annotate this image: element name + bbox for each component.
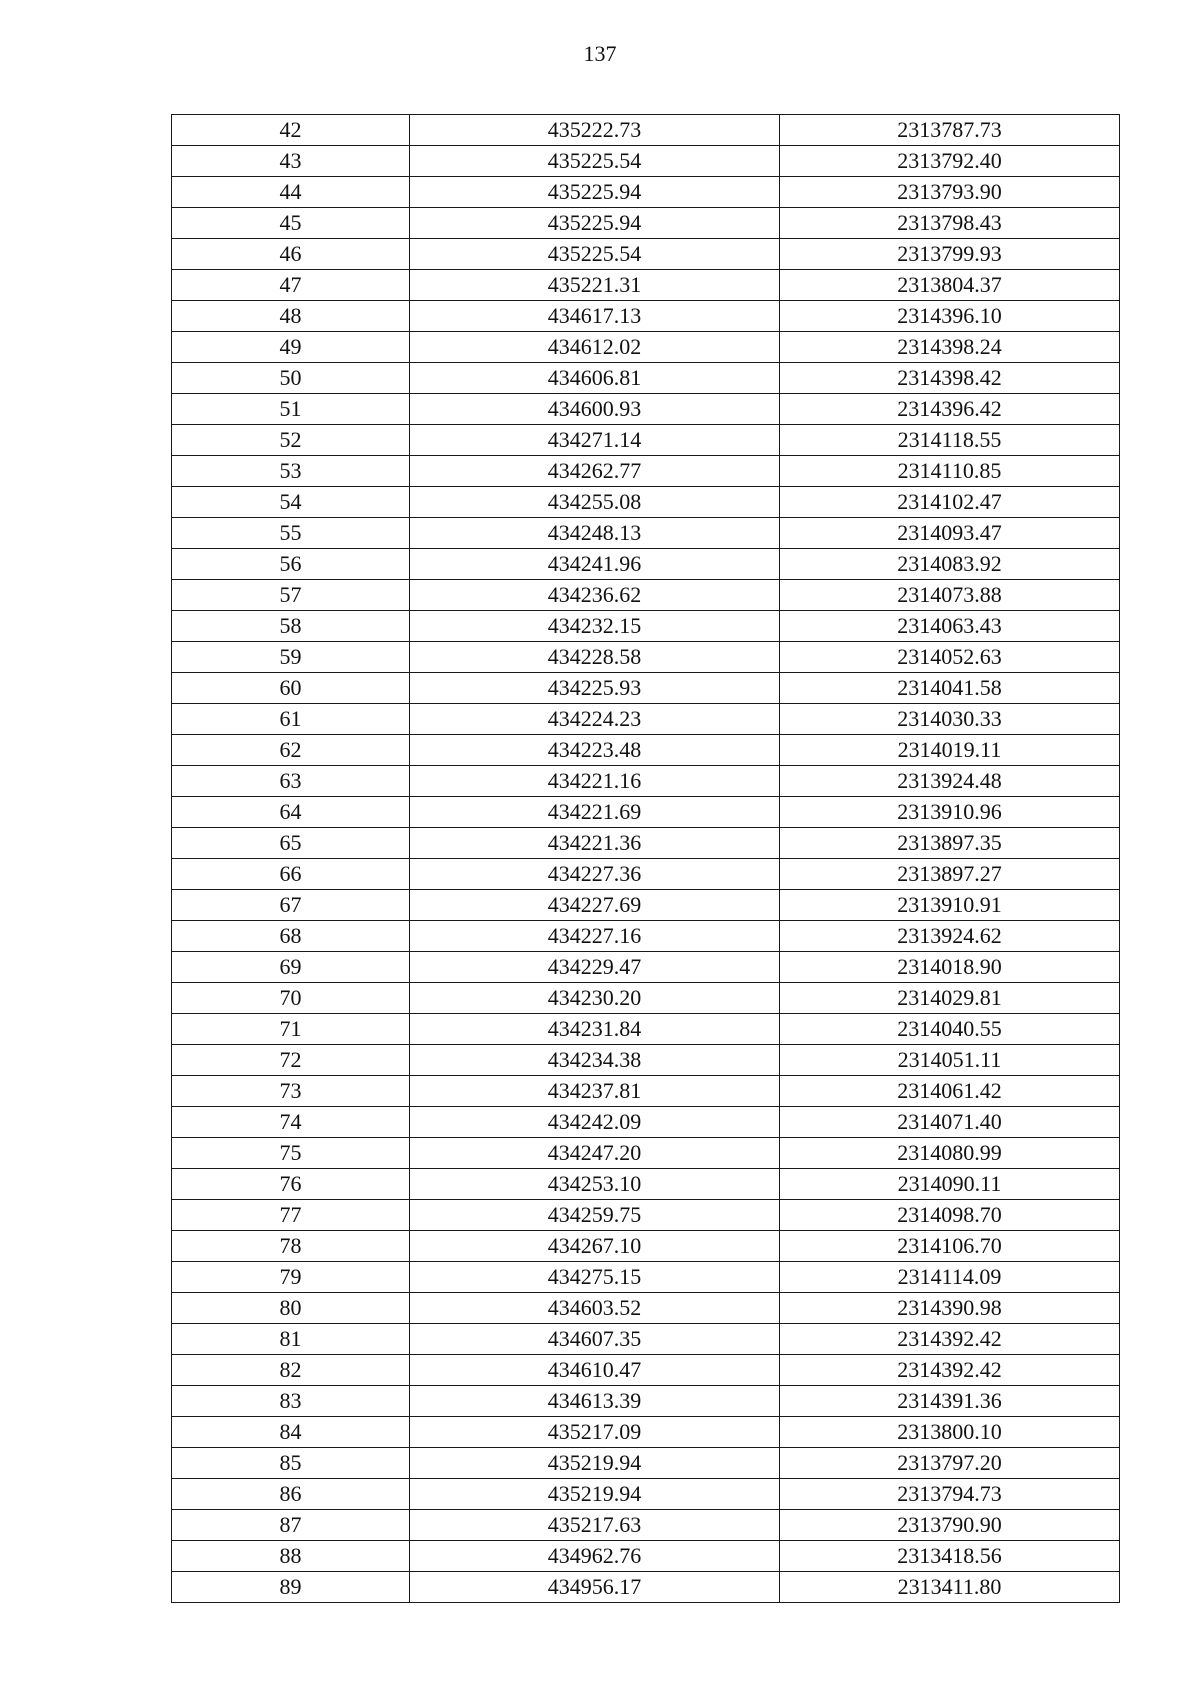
table-row bbox=[172, 146, 1120, 177]
point-number-cell: 75 bbox=[172, 1138, 410, 1169]
page-number: 137 bbox=[583, 41, 617, 66]
point-number-cell: 51 bbox=[172, 394, 410, 425]
table-row bbox=[172, 580, 1120, 611]
table-row bbox=[172, 1355, 1120, 1386]
x-coordinate-cell: 434221.36 bbox=[410, 828, 780, 859]
y-coordinate-cell: 2313794.73 bbox=[780, 1479, 1120, 1510]
table-row bbox=[172, 859, 1120, 890]
y-coordinate-cell: 2314080.99 bbox=[780, 1138, 1120, 1169]
point-number-cell: 77 bbox=[172, 1200, 410, 1231]
table-row bbox=[172, 301, 1120, 332]
y-coordinate-cell: 2313897.27 bbox=[780, 859, 1120, 890]
point-number-cell: 48 bbox=[172, 301, 410, 332]
y-coordinate-cell: 2314019.11 bbox=[780, 735, 1120, 766]
point-number-cell: 61 bbox=[172, 704, 410, 735]
point-number-cell: 89 bbox=[172, 1572, 410, 1603]
table-row bbox=[172, 1510, 1120, 1541]
table-row bbox=[172, 456, 1120, 487]
point-number-cell: 86 bbox=[172, 1479, 410, 1510]
table-row bbox=[172, 270, 1120, 301]
table-row bbox=[172, 797, 1120, 828]
y-coordinate-cell: 2314110.85 bbox=[780, 456, 1120, 487]
y-coordinate-cell: 2314093.47 bbox=[780, 518, 1120, 549]
x-coordinate-cell: 434612.02 bbox=[410, 332, 780, 363]
table-row bbox=[172, 549, 1120, 580]
y-coordinate-cell: 2313800.10 bbox=[780, 1417, 1120, 1448]
y-coordinate-cell: 2314098.70 bbox=[780, 1200, 1120, 1231]
y-coordinate-cell: 2314118.55 bbox=[780, 425, 1120, 456]
table-row bbox=[172, 115, 1120, 146]
point-number-cell: 55 bbox=[172, 518, 410, 549]
point-number-cell: 52 bbox=[172, 425, 410, 456]
y-coordinate-cell: 2313798.43 bbox=[780, 208, 1120, 239]
table-row bbox=[172, 1572, 1120, 1603]
point-number-cell: 84 bbox=[172, 1417, 410, 1448]
point-number-cell: 71 bbox=[172, 1014, 410, 1045]
table-row bbox=[172, 487, 1120, 518]
table-row bbox=[172, 394, 1120, 425]
y-coordinate-cell: 2313792.40 bbox=[780, 146, 1120, 177]
table-row bbox=[172, 1107, 1120, 1138]
table-row bbox=[172, 952, 1120, 983]
x-coordinate-cell: 435222.73 bbox=[410, 115, 780, 146]
y-coordinate-cell: 2314030.33 bbox=[780, 704, 1120, 735]
y-coordinate-cell: 2314102.47 bbox=[780, 487, 1120, 518]
point-number-cell: 76 bbox=[172, 1169, 410, 1200]
table-row bbox=[172, 642, 1120, 673]
point-number-cell: 70 bbox=[172, 983, 410, 1014]
table-row bbox=[172, 1138, 1120, 1169]
y-coordinate-cell: 2314390.98 bbox=[780, 1293, 1120, 1324]
x-coordinate-cell: 434267.10 bbox=[410, 1231, 780, 1262]
table-row bbox=[172, 208, 1120, 239]
table-row bbox=[172, 1200, 1120, 1231]
x-coordinate-cell: 435217.63 bbox=[410, 1510, 780, 1541]
y-coordinate-cell: 2313910.96 bbox=[780, 797, 1120, 828]
table-row bbox=[172, 766, 1120, 797]
y-coordinate-cell: 2313797.20 bbox=[780, 1448, 1120, 1479]
y-coordinate-cell: 2314052.63 bbox=[780, 642, 1120, 673]
y-coordinate-cell: 2314029.81 bbox=[780, 983, 1120, 1014]
x-coordinate-cell: 435219.94 bbox=[410, 1448, 780, 1479]
x-coordinate-cell: 434231.84 bbox=[410, 1014, 780, 1045]
y-coordinate-cell: 2314083.92 bbox=[780, 549, 1120, 580]
table-row bbox=[172, 1386, 1120, 1417]
y-coordinate-cell: 2314392.42 bbox=[780, 1324, 1120, 1355]
point-number-cell: 68 bbox=[172, 921, 410, 952]
y-coordinate-cell: 2313924.48 bbox=[780, 766, 1120, 797]
table-row bbox=[172, 828, 1120, 859]
point-number-cell: 57 bbox=[172, 580, 410, 611]
x-coordinate-cell: 434617.13 bbox=[410, 301, 780, 332]
x-coordinate-cell: 435217.09 bbox=[410, 1417, 780, 1448]
y-coordinate-cell: 2314114.09 bbox=[780, 1262, 1120, 1293]
y-coordinate-cell: 2313897.35 bbox=[780, 828, 1120, 859]
table-row bbox=[172, 673, 1120, 704]
table-row bbox=[172, 735, 1120, 766]
x-coordinate-cell: 434221.16 bbox=[410, 766, 780, 797]
table-row bbox=[172, 1076, 1120, 1107]
point-number-cell: 72 bbox=[172, 1045, 410, 1076]
point-number-cell: 45 bbox=[172, 208, 410, 239]
y-coordinate-cell: 2314071.40 bbox=[780, 1107, 1120, 1138]
y-coordinate-cell: 2313924.62 bbox=[780, 921, 1120, 952]
x-coordinate-cell: 434606.81 bbox=[410, 363, 780, 394]
point-number-cell: 43 bbox=[172, 146, 410, 177]
coordinate-table-body bbox=[172, 115, 1120, 1603]
point-number-cell: 82 bbox=[172, 1355, 410, 1386]
y-coordinate-cell: 2313910.91 bbox=[780, 890, 1120, 921]
x-coordinate-cell: 434241.96 bbox=[410, 549, 780, 580]
table-row bbox=[172, 1045, 1120, 1076]
table-row bbox=[172, 611, 1120, 642]
x-coordinate-cell: 434227.69 bbox=[410, 890, 780, 921]
x-coordinate-cell: 434237.81 bbox=[410, 1076, 780, 1107]
y-coordinate-cell: 2314396.10 bbox=[780, 301, 1120, 332]
table-row bbox=[172, 983, 1120, 1014]
x-coordinate-cell: 434224.23 bbox=[410, 704, 780, 735]
x-coordinate-cell: 434600.93 bbox=[410, 394, 780, 425]
point-number-cell: 80 bbox=[172, 1293, 410, 1324]
x-coordinate-cell: 434225.93 bbox=[410, 673, 780, 704]
y-coordinate-cell: 2314051.11 bbox=[780, 1045, 1120, 1076]
y-coordinate-cell: 2314391.36 bbox=[780, 1386, 1120, 1417]
x-coordinate-cell: 435225.54 bbox=[410, 146, 780, 177]
x-coordinate-cell: 434248.13 bbox=[410, 518, 780, 549]
x-coordinate-cell: 434613.39 bbox=[410, 1386, 780, 1417]
point-number-cell: 78 bbox=[172, 1231, 410, 1262]
y-coordinate-cell: 2314398.42 bbox=[780, 363, 1120, 394]
x-coordinate-cell: 434223.48 bbox=[410, 735, 780, 766]
point-number-cell: 46 bbox=[172, 239, 410, 270]
point-number-cell: 81 bbox=[172, 1324, 410, 1355]
y-coordinate-cell: 2313799.93 bbox=[780, 239, 1120, 270]
point-number-cell: 79 bbox=[172, 1262, 410, 1293]
y-coordinate-cell: 2313411.80 bbox=[780, 1572, 1120, 1603]
point-number-cell: 42 bbox=[172, 115, 410, 146]
y-coordinate-cell: 2314073.88 bbox=[780, 580, 1120, 611]
point-number-cell: 88 bbox=[172, 1541, 410, 1572]
y-coordinate-cell: 2314041.58 bbox=[780, 673, 1120, 704]
point-number-cell: 66 bbox=[172, 859, 410, 890]
y-coordinate-cell: 2314398.24 bbox=[780, 332, 1120, 363]
point-number-cell: 47 bbox=[172, 270, 410, 301]
point-number-cell: 63 bbox=[172, 766, 410, 797]
table-row bbox=[172, 425, 1120, 456]
y-coordinate-cell: 2313790.90 bbox=[780, 1510, 1120, 1541]
x-coordinate-cell: 434221.69 bbox=[410, 797, 780, 828]
y-coordinate-cell: 2313793.90 bbox=[780, 177, 1120, 208]
x-coordinate-cell: 434227.16 bbox=[410, 921, 780, 952]
point-number-cell: 59 bbox=[172, 642, 410, 673]
point-number-cell: 83 bbox=[172, 1386, 410, 1417]
x-coordinate-cell: 434271.14 bbox=[410, 425, 780, 456]
table-row bbox=[172, 1448, 1120, 1479]
table-row bbox=[172, 1479, 1120, 1510]
point-number-cell: 53 bbox=[172, 456, 410, 487]
table-row bbox=[172, 332, 1120, 363]
x-coordinate-cell: 434956.17 bbox=[410, 1572, 780, 1603]
x-coordinate-cell: 435219.94 bbox=[410, 1479, 780, 1510]
x-coordinate-cell: 434236.62 bbox=[410, 580, 780, 611]
x-coordinate-cell: 435225.54 bbox=[410, 239, 780, 270]
y-coordinate-cell: 2313418.56 bbox=[780, 1541, 1120, 1572]
table-row bbox=[172, 1169, 1120, 1200]
table-row bbox=[172, 363, 1120, 394]
y-coordinate-cell: 2314040.55 bbox=[780, 1014, 1120, 1045]
table-row bbox=[172, 704, 1120, 735]
table-row bbox=[172, 890, 1120, 921]
point-number-cell: 67 bbox=[172, 890, 410, 921]
point-number-cell: 85 bbox=[172, 1448, 410, 1479]
point-number-cell: 65 bbox=[172, 828, 410, 859]
x-coordinate-cell: 434275.15 bbox=[410, 1262, 780, 1293]
point-number-cell: 58 bbox=[172, 611, 410, 642]
coordinate-table bbox=[171, 114, 1120, 1603]
table-row bbox=[172, 518, 1120, 549]
x-coordinate-cell: 434230.20 bbox=[410, 983, 780, 1014]
x-coordinate-cell: 434610.47 bbox=[410, 1355, 780, 1386]
point-number-cell: 74 bbox=[172, 1107, 410, 1138]
y-coordinate-cell: 2314090.11 bbox=[780, 1169, 1120, 1200]
point-number-cell: 50 bbox=[172, 363, 410, 394]
x-coordinate-cell: 434242.09 bbox=[410, 1107, 780, 1138]
y-coordinate-cell: 2314106.70 bbox=[780, 1231, 1120, 1262]
x-coordinate-cell: 434247.20 bbox=[410, 1138, 780, 1169]
x-coordinate-cell: 435221.31 bbox=[410, 270, 780, 301]
table-row bbox=[172, 1541, 1120, 1572]
y-coordinate-cell: 2313787.73 bbox=[780, 115, 1120, 146]
point-number-cell: 64 bbox=[172, 797, 410, 828]
x-coordinate-cell: 434253.10 bbox=[410, 1169, 780, 1200]
y-coordinate-cell: 2314061.42 bbox=[780, 1076, 1120, 1107]
y-coordinate-cell: 2314392.42 bbox=[780, 1355, 1120, 1386]
table-row bbox=[172, 177, 1120, 208]
table-row bbox=[172, 1262, 1120, 1293]
point-number-cell: 87 bbox=[172, 1510, 410, 1541]
point-number-cell: 56 bbox=[172, 549, 410, 580]
table-row bbox=[172, 1324, 1120, 1355]
table-row bbox=[172, 1417, 1120, 1448]
y-coordinate-cell: 2314396.42 bbox=[780, 394, 1120, 425]
x-coordinate-cell: 434234.38 bbox=[410, 1045, 780, 1076]
y-coordinate-cell: 2314018.90 bbox=[780, 952, 1120, 983]
x-coordinate-cell: 434262.77 bbox=[410, 456, 780, 487]
table-row bbox=[172, 239, 1120, 270]
table-row bbox=[172, 1293, 1120, 1324]
x-coordinate-cell: 434962.76 bbox=[410, 1541, 780, 1572]
point-number-cell: 49 bbox=[172, 332, 410, 363]
point-number-cell: 54 bbox=[172, 487, 410, 518]
x-coordinate-cell: 434227.36 bbox=[410, 859, 780, 890]
x-coordinate-cell: 434603.52 bbox=[410, 1293, 780, 1324]
x-coordinate-cell: 434228.58 bbox=[410, 642, 780, 673]
point-number-cell: 44 bbox=[172, 177, 410, 208]
point-number-cell: 62 bbox=[172, 735, 410, 766]
table-row bbox=[172, 1014, 1120, 1045]
point-number-cell: 69 bbox=[172, 952, 410, 983]
y-coordinate-cell: 2313804.37 bbox=[780, 270, 1120, 301]
x-coordinate-cell: 435225.94 bbox=[410, 177, 780, 208]
table-row bbox=[172, 1231, 1120, 1262]
x-coordinate-cell: 434229.47 bbox=[410, 952, 780, 983]
point-number-cell: 60 bbox=[172, 673, 410, 704]
table-row bbox=[172, 921, 1120, 952]
y-coordinate-cell: 2314063.43 bbox=[780, 611, 1120, 642]
x-coordinate-cell: 435225.94 bbox=[410, 208, 780, 239]
x-coordinate-cell: 434232.15 bbox=[410, 611, 780, 642]
x-coordinate-cell: 434607.35 bbox=[410, 1324, 780, 1355]
x-coordinate-cell: 434255.08 bbox=[410, 487, 780, 518]
x-coordinate-cell: 434259.75 bbox=[410, 1200, 780, 1231]
point-number-cell: 73 bbox=[172, 1076, 410, 1107]
